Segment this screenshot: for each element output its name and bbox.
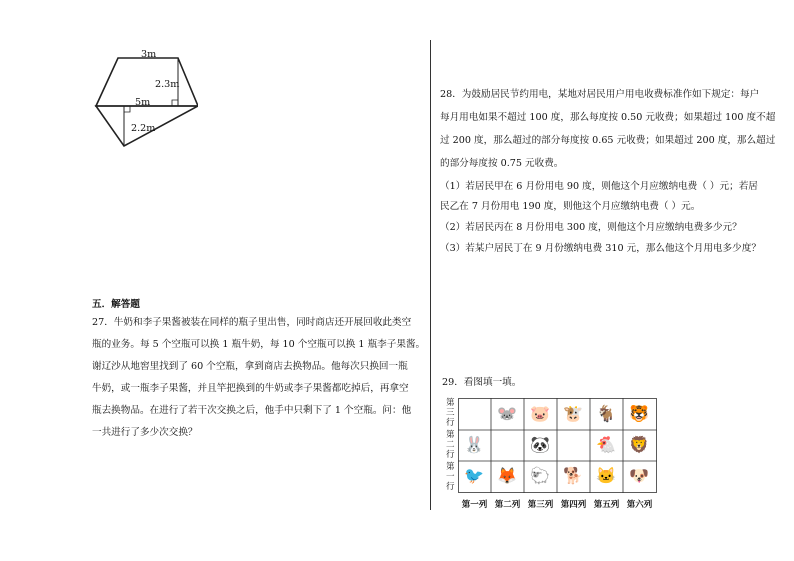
base-label: 5m — [135, 97, 151, 108]
col-label-6: 第六列 — [626, 500, 653, 510]
puppy-icon: 🐶 — [629, 466, 649, 485]
q27-line: 谢辽沙从地窖里找到了 60 个空瓶，拿到商店去换物品。他每次只换回一瓶 — [92, 361, 408, 372]
col-label-5: 第五列 — [593, 500, 620, 510]
cow-icon: 🐮 — [563, 404, 583, 423]
q27-line: 瓶的业务。每 5 个空瓶可以换 1 瓶牛奶，每 10 个空瓶可以换 1 瓶李子果酱。 — [92, 339, 426, 350]
col-label-4: 第四列 — [560, 500, 587, 510]
lion-icon: 🦁 — [629, 435, 649, 454]
height-label: 2.3m — [155, 79, 180, 90]
q27-line: 牛奶，或一瓶李子果酱，并且竿把换到的牛奶或李子果酱都吃掉后，再拿空 — [92, 383, 409, 394]
q27-line: 27．牛奶和李子果酱被装在同样的瓶子里出售，同时商店还开展回收此类空 — [92, 317, 412, 328]
column-divider — [430, 40, 431, 510]
row-label-2: 第二行 — [446, 430, 455, 460]
bird-icon: 🐦 — [464, 466, 484, 485]
fox-icon: 🦊 — [497, 466, 517, 485]
right-angle-mark-lower — [124, 106, 130, 112]
lower-height-label: 2.2m — [131, 123, 156, 134]
col-label-3: 第三列 — [527, 500, 554, 510]
mouse-icon: 🐭 — [497, 404, 517, 423]
q28-line: 的部分每度按 0.75 元收费。 — [440, 158, 564, 169]
col-label-1: 第一列 — [461, 500, 488, 510]
sheep-icon: 🐑 — [530, 466, 550, 485]
top-side-label: 3m — [141, 49, 157, 60]
q29-title: 29．看图填一填。 — [442, 377, 522, 388]
panda-icon: 🐼 — [530, 435, 550, 454]
q28-sub1-cont: 民乙在 7 月份用电 190 度，则他这个月应缴纳电费（ ）元。 — [440, 201, 701, 212]
right-angle-mark — [172, 100, 178, 106]
q27-line: 一共进行了多少次交换？ — [92, 427, 198, 438]
q28-line: 28．为鼓励居民节约用电，某地对居民用户用电收费标准作如下规定：每户 — [440, 89, 760, 100]
cat-icon: 🐱 — [596, 466, 616, 485]
chicken-icon: 🐔 — [596, 435, 616, 454]
rabbit-icon: 🐰 — [464, 435, 484, 454]
tiger-icon: 🐯 — [629, 404, 649, 423]
q28-line: 每月用电如果不超过 100 度，那么每度按 0.50 元收费；如果超过 100 度不超 — [440, 112, 776, 123]
row-label-3: 第三行 — [446, 398, 455, 428]
section-heading: 五．解答题 — [92, 299, 140, 310]
col-label-2: 第二列 — [494, 500, 521, 510]
dog-icon: 🐕 — [563, 466, 583, 485]
q28-sub1: （1）若居民甲在 6 月份用电 90 度，则他这个月应缴纳电费（ ）元；若居 — [440, 181, 758, 192]
q28-sub3: （3）若某户居民丁在 9 月份缴纳电费 310 元，那么他这个月用电多少度？ — [440, 243, 761, 254]
row-label-1: 第一行 — [446, 462, 455, 492]
animal-grid — [458, 398, 658, 494]
q28-sub2: （2）若居民丙在 8 月份用电 300 度，则他这个月应缴纳电费多少元？ — [440, 222, 742, 233]
q28-line: 过 200 度，那么超过的部分每度按 0.65 元收费；如果超过 200 度，那么超过 — [440, 135, 776, 146]
goat-icon: 🐐 — [596, 404, 616, 423]
q27-line: 瓶去换物品。在进行了若干次交换之后，他手中只剩下了 1 个空瓶。问：他 — [92, 405, 412, 416]
pig-icon: 🐷 — [530, 404, 550, 423]
